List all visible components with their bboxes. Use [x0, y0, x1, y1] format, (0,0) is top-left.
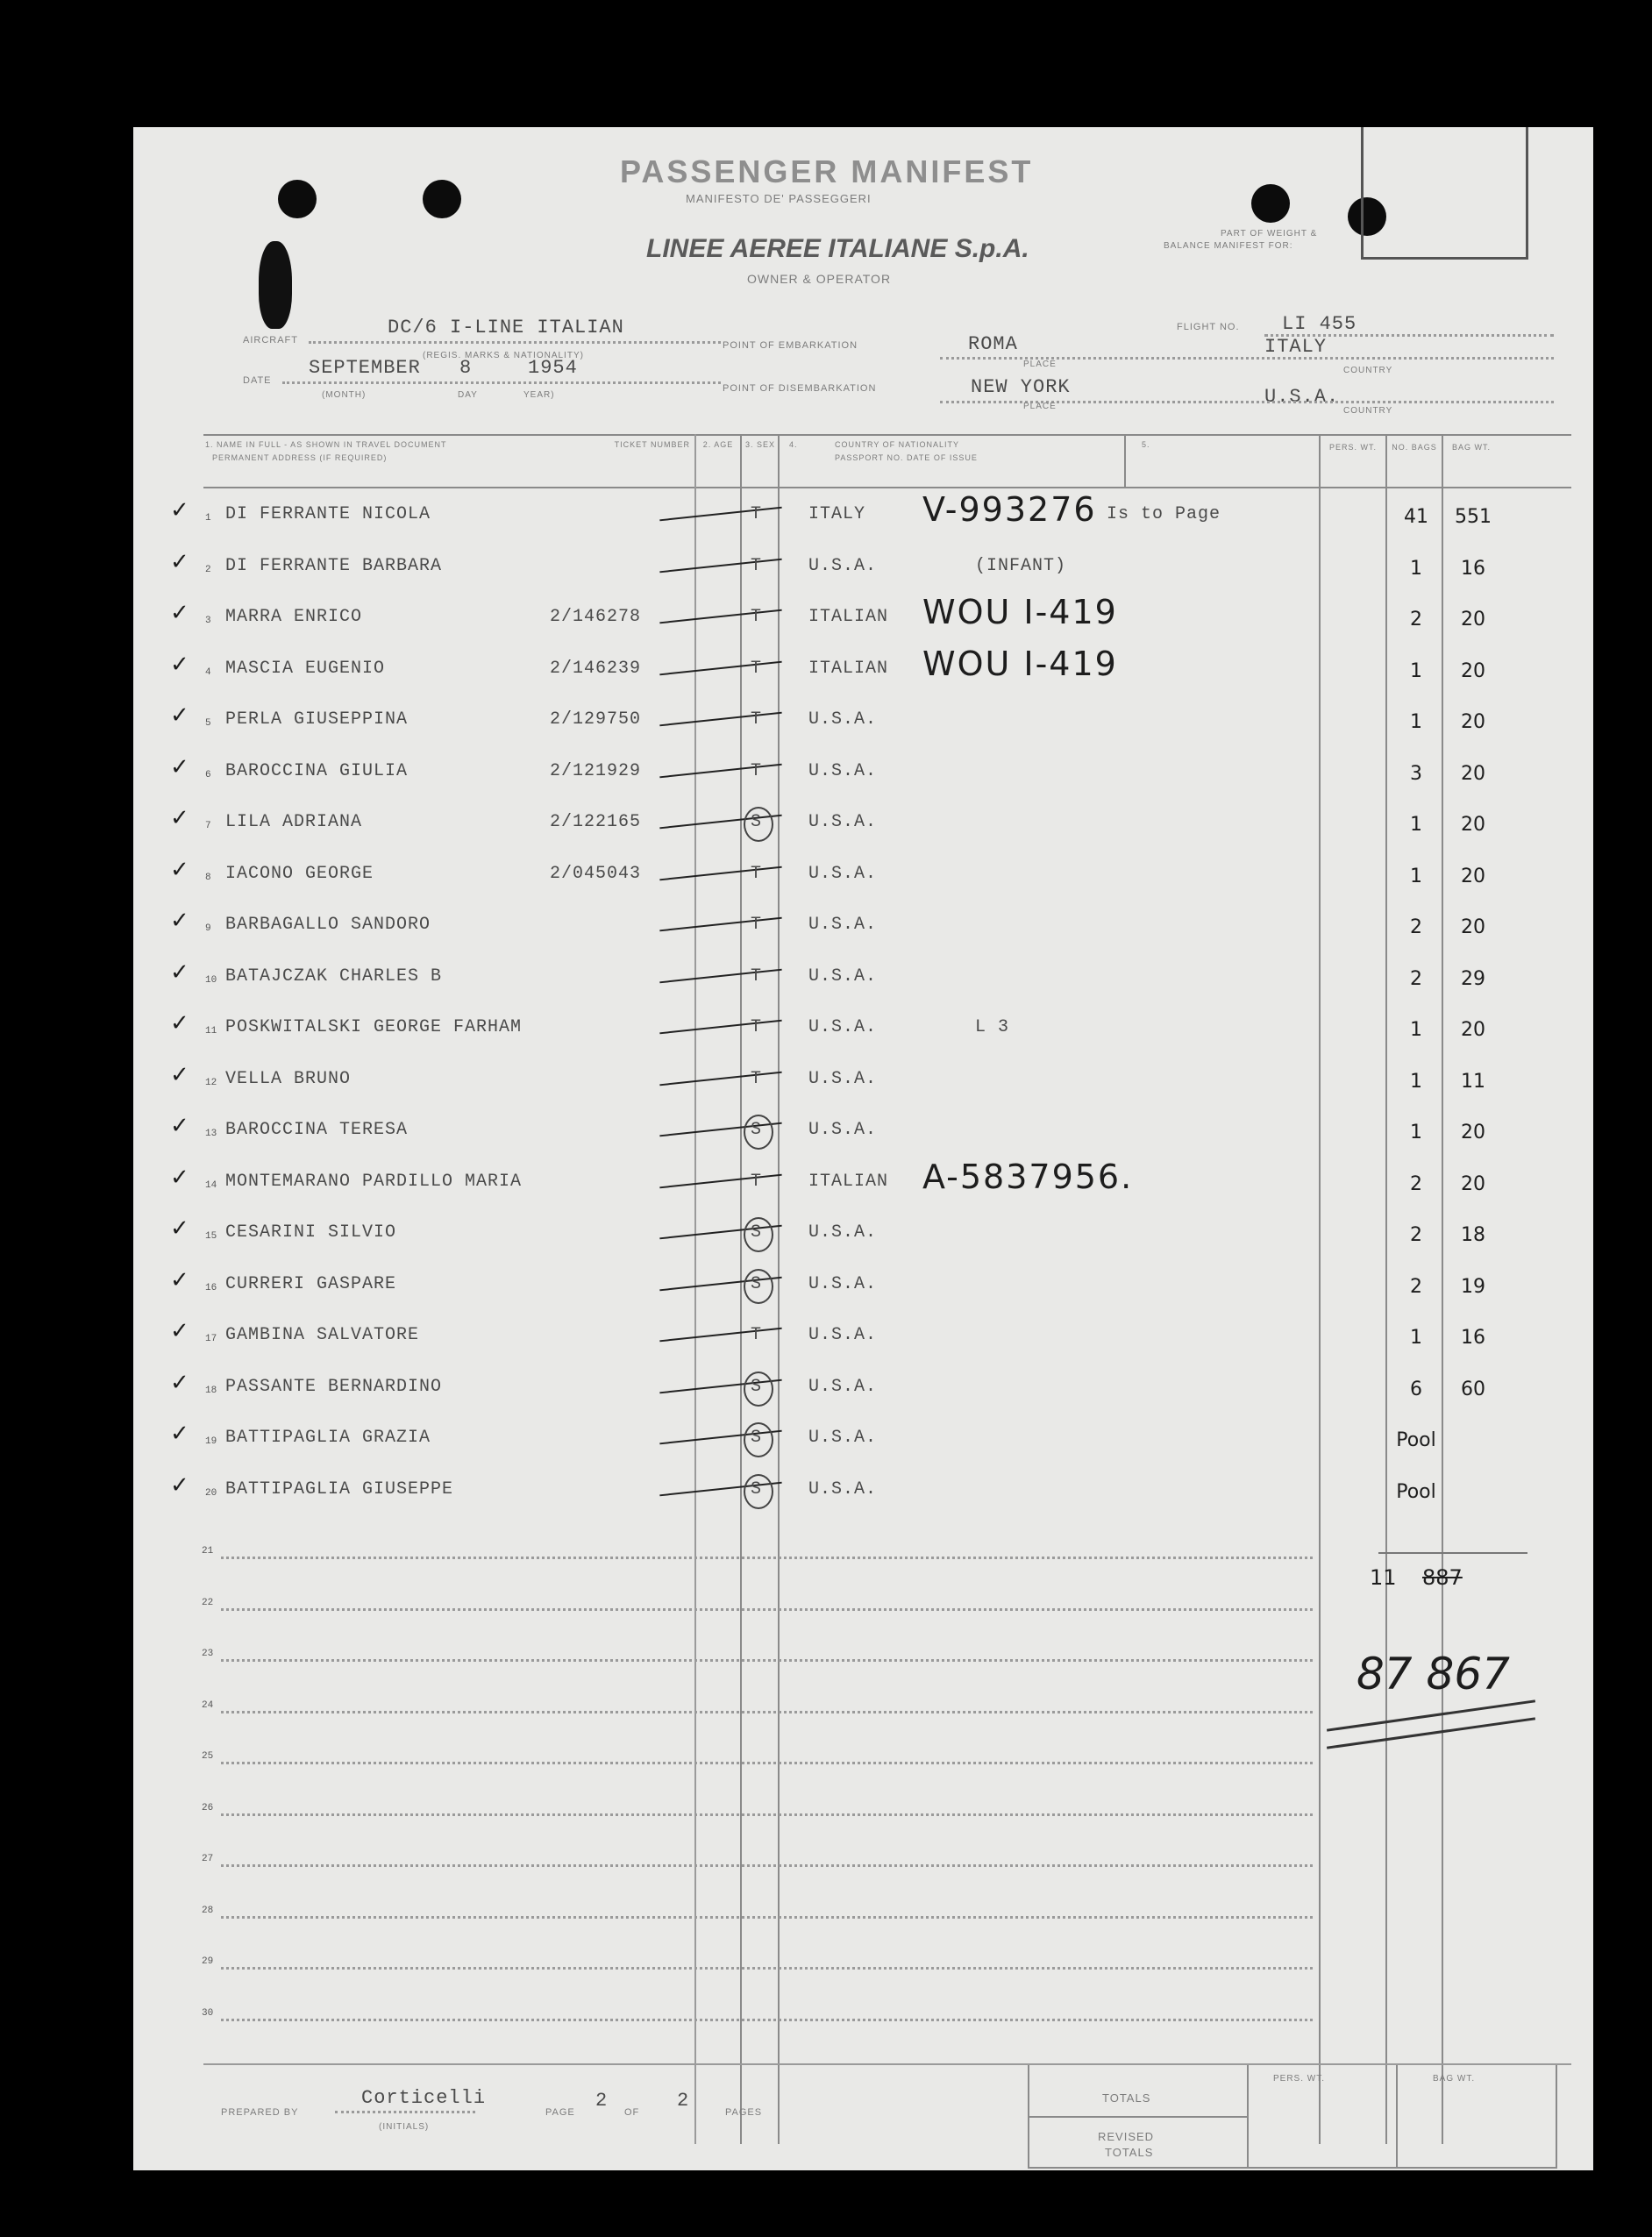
passenger-name: IACONO GEORGE	[225, 864, 374, 884]
row-number: 3	[205, 616, 211, 626]
nationality: ITALIAN	[808, 1172, 889, 1192]
row-number: 18	[205, 1386, 217, 1396]
sex-code: T	[751, 1017, 763, 1037]
check-mark: ✓	[170, 754, 189, 780]
nationality: U.S.A.	[808, 556, 878, 576]
of-value: 2	[677, 2090, 690, 2112]
row-number: 6	[205, 770, 211, 780]
check-mark: ✓	[170, 1370, 189, 1396]
bag-weight: 29	[1461, 968, 1485, 990]
check-mark: ✓	[170, 702, 189, 729]
date-sub-year: YEAR)	[523, 390, 555, 400]
manifest-title: PASSENGER MANIFEST	[620, 153, 1034, 189]
passenger-name: CESARINI SILVIO	[225, 1222, 397, 1243]
passport-number: WOU I-419	[922, 645, 1118, 683]
no-bags: 6	[1410, 1379, 1422, 1400]
row-number: 26	[202, 1803, 214, 1813]
sex-circle	[744, 1217, 773, 1252]
row-number: 13	[205, 1129, 217, 1139]
check-mark: ✓	[170, 1267, 189, 1293]
disembark-label: POINT OF DISEMBARKATION	[723, 383, 877, 394]
date-sub-day: DAY	[458, 390, 478, 400]
flight-value: LI 455	[1282, 313, 1357, 335]
nationality: U.S.A.	[808, 915, 878, 935]
passenger-name: POSKWITALSKI GEORGE FARHAM	[225, 1017, 523, 1037]
no-bags: Pool	[1396, 1429, 1436, 1451]
sex-circle	[744, 807, 773, 842]
nationality: U.S.A.	[808, 1222, 878, 1243]
nationality: U.S.A.	[808, 1428, 878, 1448]
passenger-name: BAROCCINA TERESA	[225, 1120, 409, 1140]
part-of-label: PART OF WEIGHT &	[1221, 229, 1318, 239]
check-mark: ✓	[170, 600, 189, 626]
row-number: 25	[202, 1751, 214, 1762]
passenger-name: MASCIA EUGENIO	[225, 659, 386, 679]
passport-number: WOU I-419	[922, 593, 1118, 631]
nationality: U.S.A.	[808, 1120, 878, 1140]
footer-bag-wt: BAG WT.	[1433, 2074, 1476, 2084]
pen-stroke	[659, 559, 781, 573]
page-value: 2	[595, 2090, 609, 2112]
ticket-number: 2/146239	[550, 659, 642, 679]
embark-country: ITALY	[1264, 336, 1328, 358]
no-bags: 1	[1410, 1019, 1422, 1041]
check-mark: ✓	[170, 1421, 189, 1447]
aircraft-label: AIRCRAFT	[243, 335, 298, 346]
no-bags: 2	[1410, 968, 1422, 990]
pen-stroke	[659, 1328, 781, 1343]
row-number: 2	[205, 565, 211, 575]
col-bag-wt: BAG WT.	[1451, 443, 1491, 452]
nationality: U.S.A.	[808, 1479, 878, 1500]
ink-mark	[259, 241, 292, 329]
totals-label: TOTALS	[1102, 2091, 1151, 2105]
row-number: 1	[205, 513, 211, 524]
pen-stroke	[659, 712, 781, 727]
row-note: L 3	[975, 1017, 1010, 1037]
embark-label: POINT OF EMBARKATION	[723, 340, 858, 351]
prepared-value: Corticelli	[361, 2087, 487, 2109]
passport-number: A-5837956.	[922, 1158, 1134, 1196]
col-name: 1. NAME IN FULL - AS SHOWN IN TRAVEL DOCUMENT	[205, 440, 447, 449]
sex-code: T	[751, 504, 763, 524]
bag-weight: 16	[1461, 1327, 1485, 1349]
row-number: 8	[205, 873, 211, 883]
ticket-number: 2/122165	[550, 812, 642, 832]
passenger-name: LILA ADRIANA	[225, 812, 363, 832]
sex-code: T	[751, 1325, 763, 1345]
manifest-subtitle: MANIFESTO DE' PASSEGGERI	[686, 192, 872, 205]
bag-weight: 11	[1461, 1071, 1485, 1093]
punch-hole	[423, 180, 461, 218]
bag-weight: 20	[1461, 814, 1485, 836]
row-number: 11	[205, 1026, 217, 1037]
pen-stroke	[659, 866, 781, 881]
no-bags: 2	[1410, 1276, 1422, 1298]
passenger-name: VELLA BRUNO	[225, 1069, 352, 1089]
check-mark: ✓	[170, 1318, 189, 1344]
row-note: (INFANT)	[975, 556, 1067, 576]
passenger-name: DI FERRANTE BARBARA	[225, 556, 443, 576]
passenger-name: BATTIPAGLIA GIUSEPPE	[225, 1479, 454, 1500]
row-number: 22	[202, 1598, 214, 1608]
row-number: 4	[205, 667, 211, 678]
sex-circle	[744, 1115, 773, 1150]
bag-weight: 19	[1461, 1276, 1485, 1298]
no-bags: 1	[1410, 1327, 1422, 1349]
row-line	[221, 1813, 1313, 1816]
pen-stroke	[659, 764, 781, 779]
check-mark: ✓	[170, 1010, 189, 1037]
footer-pers-wt: PERS. WT.	[1273, 2074, 1326, 2084]
aircraft-value: DC/6 I-LINE ITALIAN	[388, 317, 624, 338]
sex-code: S	[751, 1377, 763, 1397]
aircraft-sub: (REGIS. MARKS & NATIONALITY)	[423, 351, 584, 360]
pen-stroke	[659, 1072, 781, 1086]
row-number: 30	[202, 2008, 214, 2019]
sex-circle	[744, 1422, 773, 1457]
nationality: U.S.A.	[808, 761, 878, 781]
sex-code: S	[751, 1479, 763, 1500]
passenger-name: MARRA ENRICO	[225, 607, 363, 627]
no-bags: Pool	[1396, 1481, 1436, 1503]
punch-hole	[1251, 184, 1290, 223]
bag-weight: 20	[1461, 763, 1485, 785]
date-day: 8	[459, 357, 473, 379]
nationality: U.S.A.	[808, 864, 878, 884]
sex-code: T	[751, 709, 763, 730]
country-label-2: COUNTRY	[1343, 406, 1393, 416]
row-number: 14	[205, 1180, 217, 1191]
nationality: ITALIAN	[808, 659, 889, 679]
sex-circle	[744, 1474, 773, 1509]
bag-weight: 20	[1461, 660, 1485, 682]
check-mark: ✓	[170, 549, 189, 575]
balance-label: BALANCE MANIFEST FOR:	[1164, 241, 1293, 251]
place-label: PLACE	[1023, 360, 1057, 369]
check-mark: ✓	[170, 908, 189, 934]
bag-weight: 20	[1461, 1173, 1485, 1195]
col-sex: 3. SEX	[745, 440, 776, 449]
check-mark: ✓	[170, 805, 189, 831]
row-number: 16	[205, 1283, 217, 1293]
date-sub-month: (MONTH)	[322, 390, 367, 400]
row-line	[221, 1967, 1313, 1970]
check-mark: ✓	[170, 1472, 189, 1499]
check-mark: ✓	[170, 1165, 189, 1191]
bag-weight: 18	[1461, 1224, 1485, 1246]
ticket-number: 2/045043	[550, 864, 642, 884]
no-bags: 1	[1410, 1122, 1422, 1143]
no-bags: 1	[1410, 866, 1422, 887]
date-label: DATE	[243, 375, 272, 386]
revised-totals-label: TOTALS	[1105, 2146, 1154, 2159]
passenger-name: BATTIPAGLIA GRAZIA	[225, 1428, 431, 1448]
no-bags: 1	[1410, 660, 1422, 682]
bag-weight: 20	[1461, 1019, 1485, 1041]
sex-code: S	[751, 1274, 763, 1294]
nationality: U.S.A.	[808, 812, 878, 832]
sex-code: T	[751, 966, 763, 987]
col-5: 5.	[1142, 440, 1150, 449]
row-number: 9	[205, 923, 211, 934]
nationality: U.S.A.	[808, 1274, 878, 1294]
row-line	[221, 1711, 1313, 1713]
row-number: 23	[202, 1649, 214, 1659]
check-mark: ✓	[170, 1062, 189, 1088]
stamp-box	[1361, 127, 1528, 260]
ticket-number: 2/121929	[550, 761, 642, 781]
owner-operator: OWNER & OPERATOR	[747, 272, 892, 286]
row-line	[221, 1608, 1313, 1611]
sex-code: S	[751, 1222, 763, 1243]
check-mark: ✓	[170, 1113, 189, 1139]
col-address: PERMANENT ADDRESS (IF REQUIRED)	[212, 453, 388, 462]
nationality: U.S.A.	[808, 1325, 878, 1345]
date-year: 1954	[528, 357, 578, 379]
no-bags: 41	[1404, 506, 1428, 528]
check-mark: ✓	[170, 959, 189, 986]
punch-hole	[278, 180, 317, 218]
pen-stroke	[659, 609, 781, 624]
nationality: U.S.A.	[808, 1377, 878, 1397]
row-note: Is to Page	[1107, 504, 1221, 524]
nationality: ITALY	[808, 504, 866, 524]
bag-weight: 20	[1461, 1122, 1485, 1143]
row-number: 21	[202, 1546, 214, 1557]
disembark-country: U.S.A.	[1264, 386, 1340, 408]
row-number: 27	[202, 1854, 214, 1864]
bag-weight: 20	[1461, 866, 1485, 887]
no-bags: 3	[1410, 763, 1422, 785]
row-number: 5	[205, 718, 211, 729]
nationality: U.S.A.	[808, 1017, 878, 1037]
country-label: COUNTRY	[1343, 366, 1393, 375]
row-number: 7	[205, 821, 211, 831]
place-label-2: PLACE	[1023, 402, 1057, 411]
bag-weight: 20	[1461, 711, 1485, 733]
passenger-name: BARBAGALLO SANDORO	[225, 915, 431, 935]
nationality: ITALIAN	[808, 607, 889, 627]
pen-stroke	[659, 917, 781, 932]
sex-circle	[744, 1269, 773, 1304]
nationality: U.S.A.	[808, 966, 878, 987]
sex-code: T	[751, 1069, 763, 1089]
passenger-name: BAROCCINA GIULIA	[225, 761, 409, 781]
check-mark: ✓	[170, 857, 189, 883]
no-bags: 2	[1410, 609, 1422, 630]
flight-label: FLIGHT NO.	[1177, 322, 1240, 332]
date-month: SEPTEMBER	[309, 357, 421, 379]
no-bags: 1	[1410, 1071, 1422, 1093]
passenger-name: CURRERI GASPARE	[225, 1274, 397, 1294]
bag-weight: 60	[1461, 1379, 1485, 1400]
nationality: U.S.A.	[808, 1069, 878, 1089]
col-nationality: COUNTRY OF NATIONALITY	[835, 440, 960, 449]
no-bags: 2	[1410, 916, 1422, 938]
col-age: 2. AGE	[702, 440, 734, 449]
row-number: 28	[202, 1906, 214, 1916]
pen-stroke	[659, 969, 781, 984]
check-mark: ✓	[170, 652, 189, 678]
no-bags: 1	[1410, 814, 1422, 836]
nationality: U.S.A.	[808, 709, 878, 730]
pen-stroke	[659, 661, 781, 676]
row-number: 29	[202, 1956, 214, 1967]
no-bags: 2	[1410, 1224, 1422, 1246]
row-number: 19	[205, 1436, 217, 1447]
row-number: 17	[205, 1334, 217, 1344]
passenger-name: GAMBINA SALVATORE	[225, 1325, 420, 1345]
row-line	[221, 1762, 1313, 1764]
airline-name: LINEE AEREE ITALIANE S.p.A.	[646, 234, 1029, 263]
row-line	[221, 1864, 1313, 1867]
sex-circle	[744, 1371, 773, 1407]
row-line	[221, 1916, 1313, 1919]
sex-code: T	[751, 1172, 763, 1192]
pen-stroke	[659, 1174, 781, 1189]
pen-stroke	[659, 507, 781, 522]
sex-code: T	[751, 864, 763, 884]
col-4: 4.	[789, 440, 798, 449]
row-number: 15	[205, 1231, 217, 1242]
sex-code: S	[751, 1120, 763, 1140]
bag-weight: 20	[1461, 916, 1485, 938]
row-number: 24	[202, 1700, 214, 1711]
bag-weight: 20	[1461, 609, 1485, 630]
bag-weight: 551	[1455, 506, 1492, 528]
sex-code: S	[751, 1428, 763, 1448]
check-mark: ✓	[170, 497, 189, 524]
handwritten-total: 87 867	[1356, 1649, 1510, 1699]
no-bags: 1	[1410, 711, 1422, 733]
ticket-number: 2/129750	[550, 709, 642, 730]
disembark-place: NEW YORK	[971, 376, 1071, 398]
passenger-name: MONTEMARANO PARDILLO MARIA	[225, 1172, 523, 1192]
passenger-name: DI FERRANTE NICOLA	[225, 504, 431, 524]
bag-weight: 16	[1461, 558, 1485, 580]
pen-stroke	[659, 1020, 781, 1035]
sex-code: T	[751, 607, 763, 627]
sex-code: T	[751, 761, 763, 781]
passenger-name: BATAJCZAK CHARLES B	[225, 966, 443, 987]
row-number: 12	[205, 1078, 217, 1088]
page-label: PAGE	[545, 2107, 575, 2118]
pages-label: PAGES	[725, 2107, 763, 2118]
row-line	[221, 1557, 1313, 1559]
initials-label: (INITIALS)	[379, 2122, 430, 2132]
passport-number: V-993276	[922, 490, 1097, 529]
sex-code: T	[751, 659, 763, 679]
manifest-paper	[133, 127, 1593, 2170]
prepared-label: PREPARED BY	[221, 2107, 299, 2118]
no-bags: 2	[1410, 1173, 1422, 1195]
passenger-name: PERLA GIUSEPPINA	[225, 709, 409, 730]
ticket-number: 2/146278	[550, 607, 642, 627]
check-mark: ✓	[170, 1215, 189, 1242]
row-line	[221, 2019, 1313, 2021]
embark-place: ROMA	[968, 333, 1018, 355]
sex-code: T	[751, 915, 763, 935]
of-label: OF	[624, 2107, 640, 2118]
revised-label: REVISED	[1098, 2130, 1155, 2143]
row-number: 20	[205, 1488, 217, 1499]
passenger-name: PASSANTE BERNARDINO	[225, 1377, 443, 1397]
subtotal-bags: 11	[1370, 1565, 1397, 1590]
col-ticket: TICKET NUMBER	[614, 440, 690, 449]
row-number: 10	[205, 975, 217, 986]
subtotal-bag-weight: 887	[1422, 1565, 1463, 1590]
sex-code: S	[751, 812, 763, 832]
row-line	[221, 1659, 1313, 1662]
col-pers-wt: PERS. WT.	[1328, 443, 1377, 452]
sex-code: T	[751, 556, 763, 576]
col-passport: PASSPORT NO. DATE OF ISSUE	[835, 453, 978, 462]
col-no-bags: NO. BAGS	[1392, 443, 1437, 452]
no-bags: 1	[1410, 558, 1422, 580]
